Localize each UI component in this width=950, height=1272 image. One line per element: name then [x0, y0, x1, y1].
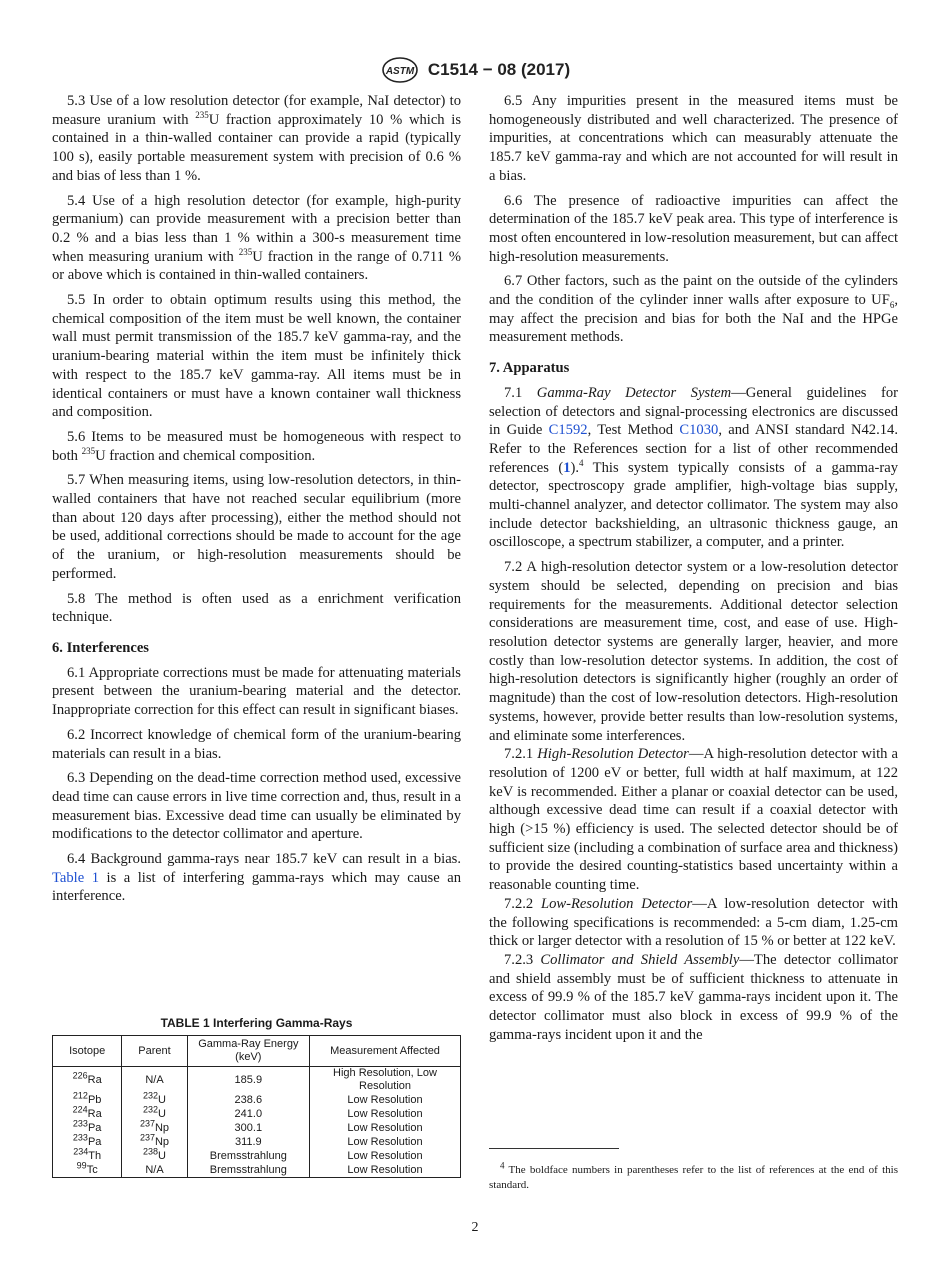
page-number: 2	[471, 1220, 479, 1235]
measurement-cell: Low Resolution	[310, 1149, 461, 1163]
table-row	[53, 1067, 461, 1094]
table-row	[53, 1163, 461, 1178]
table-row	[53, 1093, 461, 1107]
section-7-heading: 7. Apparatus	[489, 360, 570, 377]
subscript: 6	[889, 299, 895, 310]
interfering-gamma-rays-table	[52, 1035, 461, 1178]
para-5-3: 5.3 Use of a low resolution detector (for example, NaI detector) to measure uranium with $^{235}$U fraction approximately 10 % which is contained in a thin-walled container can provide a rapid (typically 100 s), easily portable measurement system with precision of 0.6 % and bias of less than 1 %.	[52, 93, 461, 184]
superscript: 4	[500, 1160, 505, 1171]
table-1-title: TABLE 1 Interfering Gamma-Rays	[160, 1016, 353, 1030]
table-row	[53, 1149, 461, 1163]
superscript: 4	[579, 457, 584, 468]
page-header	[0, 57, 950, 83]
superscript: 237	[139, 1131, 155, 1142]
energy-cell: 185.9	[187, 1067, 309, 1094]
superscript: 237	[139, 1117, 155, 1128]
isotope-cell: $^{234}$Th	[53, 1149, 122, 1163]
energy-cell: 238.6	[187, 1093, 309, 1107]
energy-cell: 311.9	[187, 1135, 309, 1149]
superscript: 224	[72, 1103, 88, 1114]
energy-cell: Bremsstrahlung	[187, 1149, 309, 1163]
superscript: 235	[238, 246, 253, 257]
para-5-6: 5.6 Items to be measured must be homogeneous with respect to both $^{235}$U fraction and chemical composition.	[52, 428, 461, 464]
parent-cell: N/A	[122, 1067, 187, 1094]
col-header-parent: Parent	[122, 1036, 187, 1067]
isotope-cell: $^{212}$Pb	[53, 1093, 122, 1107]
superscript: 235	[195, 109, 209, 120]
para-7-1: 7.1 Gamma-Ray Detector System—General guidelines for selection of detectors and signal-processing electronics are discussed in Guide C1592, Test Method C1030, and ANSI standard N42.14. Refer to the References section for a list of other recommended references (1).$^4$ This system typically consists of a gamma-ray detector, spectroscopy grade amplifier, high-voltage bias supply, multi-channel analyzer, and detector collimator. The system may also include detector backshielding, an ultrasonic thickness gauge, an oscilloscope, a spectrum stabilizer, a computer, and a printer.	[489, 384, 899, 551]
para-5-5: 5.5 In order to obtain optimum results using this method, the chemical composition of the item must be well known, the container wall must permit transmission of the 185.7 keV gamma-ray, and the uranium-bearing material within the item must be infinitely thick with respect to the 185.7 keV gamma-ray. All items must be in identical containers or must have a known container wall thickness and composition.	[52, 292, 461, 421]
standard-designation: C1514 − 08 (2017)	[427, 60, 571, 79]
superscript: 235	[81, 445, 96, 456]
col-header-isotope: Isotope	[53, 1036, 122, 1067]
superscript: 233	[72, 1131, 88, 1142]
para-6-4: 6.4 Background gamma-rays near 185.7 keV can result in a bias. Table 1 is a list of interfering gamma-rays which may cause an interference.	[52, 851, 461, 905]
run-in-heading: Gamma-Ray Detector System	[536, 384, 732, 401]
parent-cell: $^{237}$Np	[122, 1135, 187, 1149]
superscript: 212	[72, 1089, 88, 1100]
para-7-2-1: 7.2.1 High-Resolution Detector—A high-resolution detector with a resolution of 1200 eV or better, full width at half maximum, at 122 keV is recommended. Either a planar or coaxial detector can be used, although excessive dead time can result if a coaxial detector with high (>15 %) efficiency is used. The selected detector should be of sufficient size (including a combination of surface area and thickness) to provide the desired counting-statistics based uncertainty within a reasonable counting time.	[489, 746, 898, 894]
col-header-energy: Gamma-Ray Energy (keV)	[187, 1036, 309, 1067]
left-column	[52, 92, 461, 912]
table-row	[53, 1121, 461, 1135]
parent-cell: $^{238}$U	[122, 1149, 187, 1163]
parent-cell: N/A	[122, 1163, 187, 1178]
isotope-cell: $^{224}$Ra	[53, 1107, 122, 1121]
astm-logo-text: ASTM	[385, 66, 415, 77]
superscript: 226	[72, 1069, 88, 1080]
para-7-2-3: 7.2.3 Collimator and Shield Assembly—The detector collimator and shield assembly must be of sufficient thickness to attenuate in excess of 99.9 % of the 185.7 keV gamma-rays incident upon it. The detector collimator must also block in excess of 99.9 % of the gamma-rays incident upon it and the	[489, 951, 899, 1043]
run-in-heading: Collimator and Shield Assembly	[540, 951, 740, 968]
run-in-heading: High-Resolution Detector	[537, 746, 689, 763]
table-row	[53, 1107, 461, 1121]
measurement-cell: Low Resolution	[310, 1135, 461, 1149]
para-5-4: 5.4 Use of a high resolution detector (for example, high-purity germanium) can provide measurement with a precision better than 0.2 % and a bias less than 1 % within a 300-s measurement time when measuring uranium with $^{235}$U fraction in the range of 0.711 % or above which is contained in thin-walled containers.	[52, 192, 461, 284]
isotope-cell: $^{99}$Tc	[53, 1163, 122, 1178]
measurement-cell: Low Resolution	[310, 1121, 461, 1135]
para-5-8: 5.8 The method is often used as a enrichment verification technique.	[52, 590, 461, 626]
para-6-7: 6.7 Other factors, such as the paint on the outside of the cylinders and the condition of the cylinder inner walls after exposure to $UF_6$, may affect the precision and bias for both the NaI and the HPGe measurement methods.	[489, 273, 898, 346]
section-6-heading: 6. Interferences	[52, 639, 149, 656]
isotope-cell: $^{233}$Pa	[53, 1121, 122, 1135]
parent-cell: $^{232}$U	[122, 1107, 187, 1121]
para-5-7: 5.7 When measuring items, using low-resolution detectors, in thin-walled containers that have not reached secular equilibrium (more than about 120 days after processing), either the method should not be used, additional corrections should be made to account for the age of the uranium, or high-resolution measurements should be performed.	[52, 472, 461, 582]
superscript: 232	[143, 1089, 159, 1100]
measurement-cell: Low Resolution	[310, 1093, 461, 1107]
superscript: 232	[143, 1103, 159, 1114]
col-header-measurement: Measurement Affected	[310, 1036, 461, 1067]
reference-number-link[interactable]: 1	[563, 459, 571, 476]
para-6-6: 6.6 The presence of radioactive impurities can affect the determination of the 185.7 keV peak area. This type of interference is most often encountered in low-resolution measurement, but can affect high-resolution measurements.	[489, 192, 898, 265]
isotope-cell: $^{233}$Pa	[53, 1135, 122, 1149]
para-6-3: 6.3 Depending on the dead-time correction method used, excessive dead time can cause errors in live time correction and, thus, result in a measurement bias. Excessive dead time can usually be eliminated by modifications to the detector collimator and aperture.	[52, 770, 461, 843]
superscript: 238	[143, 1145, 159, 1156]
measurement-cell: Low Resolution	[310, 1163, 461, 1178]
para-6-5: 6.5 Any impurities present in the measured items must be homogeneously distributed and well characterized. The presence of impurities, at concentrations which can measurably attenuate the 185.7 keV gamma-ray and which are not accounted for will result in a bias.	[489, 93, 898, 184]
parent-cell: $^{232}$U	[122, 1093, 187, 1107]
run-in-heading: Low-Resolution Detector	[540, 895, 693, 912]
superscript: 99	[76, 1159, 87, 1170]
cross-reference-link[interactable]: C1030	[679, 422, 719, 439]
cross-reference-link[interactable]: C1592	[548, 422, 588, 439]
para-7-2: 7.2 A high-resolution detector system or a low-resolution detector system should be selected, depending on precision and bias requirements for the measurements. Additional detector selection considerations are measurement time, cost, and ease of use. High-resolution detector systems are generally larger, heavier, and more costly than low-resolution detector systems. In addition, the cost of high-resolution detectors is significantly higher (roughly an order of magnitude) than the cost of low-resolution detectors. High-resolution systems, however, provide better results than low-resolution systems, and eliminate some interferences.	[489, 559, 898, 744]
superscript: 233	[72, 1117, 88, 1128]
right-column	[489, 92, 898, 1044]
energy-cell: 241.0	[187, 1107, 309, 1121]
table-row	[53, 1135, 461, 1149]
energy-cell: 300.1	[187, 1121, 309, 1135]
parent-cell: $^{237}$Np	[122, 1121, 187, 1135]
para-6-2: 6.2 Incorrect knowledge of chemical form of the uranium-bearing materials can result in a bias.	[52, 726, 461, 762]
para-6-1: 6.1 Appropriate corrections must be made for attenuating materials present between the uranium-bearing material and the detector. Inappropriate correction for this effect can result in significant biases.	[52, 664, 461, 719]
measurement-cell: Low Resolution	[310, 1107, 461, 1121]
superscript: 234	[73, 1145, 89, 1156]
measurement-cell: High Resolution, Low Resolution	[310, 1067, 461, 1094]
footnote-divider	[489, 1148, 619, 1149]
energy-cell: Bremsstrahlung	[187, 1163, 309, 1178]
footnote-4: $^4$ The boldface numbers in parentheses refer to the list of references at the end of this standard.	[489, 1160, 898, 1191]
isotope-cell: $^{226}$Ra	[53, 1067, 122, 1094]
para-7-2-2: 7.2.2 Low-Resolution Detector—A low-resolution detector with the following specifications is recommended: a 5-cm diam, 1.25-cm thick or larger detector with a resolution of 15 % or better at 122 keV.	[489, 895, 898, 950]
astm-logo-icon	[380, 57, 420, 83]
cross-reference-link[interactable]: Table 1	[52, 869, 100, 886]
